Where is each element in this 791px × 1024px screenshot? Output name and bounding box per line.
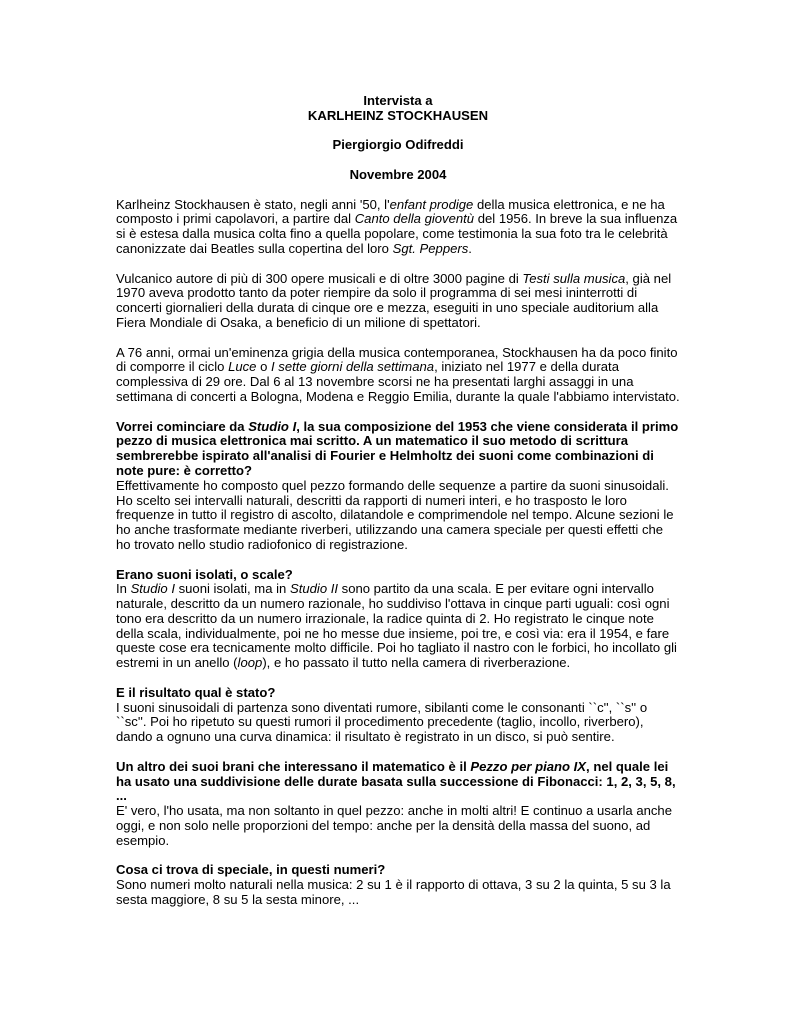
header-subject: KARLHEINZ STOCKHAUSEN [307,107,489,123]
text-run: I suoni sinusoidali di partenza sono diventati rumore, sibilanti come le consonanti ``c'', ``s'' o ``sc''. Poi ho ripetuto su questi rumori il procedimento precedente (taglio, incollo, riverbero), dando a ognuno una curva dinamica: il risultato è registrato in un disco, si può sentire. [116,699,648,745]
italic-text: Sgt. Peppers [392,240,469,256]
text-run: sono partito da una scala. E per evitare ogni intervallo naturale, descritto da un numero razionale, ho suddiviso l'ottava in cinque parti uguali: così ogni tono era descritto da un numero irrazionale, la radice quinta di 2. Ho registrato le cinque note della scala, individualmente, poi ne ho messe due insieme, poi tre, e così via: era il 1954, e fare queste cose era tecnicamente molto difficile. Poi ho tagliato il nastro con le forbici, ho incollato gli estremi in un anello ( [116,581,677,671]
question [116,863,680,878]
italic-text: Studio I [248,418,297,434]
text-run: Cosa ci trova di speciale, in questi numeri? [116,862,386,878]
date: Novembre 2004 [349,166,447,182]
intro-section [116,198,680,405]
italic-text: Pezzo per piano IX [470,758,587,774]
qa-block [116,568,680,672]
interview-section [116,420,680,908]
italic-text: Studio II [289,581,339,597]
italic-text: Studio I [130,581,175,597]
text-run: Vorrei cominciare da [116,418,249,434]
question [116,420,680,479]
italic-text: I sette giorni della settimana [271,359,435,375]
qa-block [116,420,680,553]
qa-block [116,686,680,745]
text-run: In [116,581,131,597]
text-run: ), e ho passato il tutto nella camera di riverberazione. [262,655,571,671]
text-run: suoni isolati, ma in [174,581,290,597]
italic-text: Luce [228,359,257,375]
italic-text: Canto della gioventù [354,211,475,227]
answer [116,878,680,908]
intro-paragraph [116,346,680,405]
text-run: A 76 anni, ormai un'eminenza grigia della musica contemporanea, Stockhausen ha da poco finito di comporre il ciclo [116,344,678,375]
text-run: Erano suoni isolati, o scale? [116,566,293,582]
text-run: Vulcanico autore di più di 300 opere musicali e di oltre 3000 pagine di [116,270,523,286]
question [116,568,680,583]
text-run: o [256,359,272,375]
italic-text: loop [237,655,263,671]
question [116,686,680,701]
text-run: , iniziato nel 1977 e della durata complessiva di 29 ore. Dal 6 al 13 novembre scorsi ne ha presentati larghi assaggi in una settimana di concerti a Bologna, Modena e Reggio Emilia, durante la quale l'abbiamo intervistato. [116,359,680,404]
answer [116,804,680,848]
header-line-1: Intervista a [363,93,433,108]
text-run: E il risultato qual è stato? [116,684,276,700]
text-run: Un altro dei suoi brani che interessano il matematico è il [116,758,471,774]
answer [116,582,680,671]
spacer [116,124,680,139]
italic-text: Testi sulla musica [522,270,626,286]
text-run: , la sua composizione del 1953 che viene considerata il primo pezzo di musica elettronica mai scritto. A un matematico il suo metodo di scrittura sembrerebbe ispirato all'analisi di Fourier e Helmholtz dei suoni come combinazioni di note pure: è corretto? [116,418,679,478]
answer [116,701,680,745]
italic-text: enfant prodige [389,196,474,212]
author: Piergiorgio Odifreddi [332,137,464,153]
text-run: , già nel 1970 aveva prodotto tanto da poter riempire da solo il programma di sei mesi ininterrotti di concerti giornalieri della durata di cinque ore e mezza, eseguiti in uno speciale auditorium alla Fiera Mondiale di Osaka, a beneficio di un milione di spettatori. [116,270,672,330]
text-run: della musica elettronica, e ne ha composto i primi capolavori, a partire dal [116,196,665,227]
qa-block [116,863,680,907]
text-run: del 1956. In breve la sua influenza si è estesa dalla musica colta fino a quella popolare, come testimonia la sua foto tra le celebrità canonizzate dai Beatles sulla copertina del loro [116,211,678,256]
question [116,760,680,804]
answer [116,479,680,553]
document-page [116,94,680,923]
spacer [116,183,680,198]
intro-paragraph [116,272,680,331]
intro-paragraph [116,198,680,257]
text-run: . [468,240,472,256]
qa-block [116,760,680,849]
text-run: E' vero, l'ho usata, ma non soltanto in quel pezzo: anche in molti altri! E continuo a usarla anche oggi, e non solo nelle proporzioni del tempo: anche per la densità della massa del suono, ad esempio. [116,803,672,848]
text-run: Karlheinz Stockhausen è stato, negli anni '50, l' [116,196,390,212]
text-run: Effettivamente ho composto quel pezzo formando delle sequenze a partire da suoni sinusoidali. Ho scelto sei intervalli naturali, descritti da rapporti di numeri interi, e ho trasposto le loro frequenze in tutto il registro di ascolto, dilatandole e comprimendole nel tempo. Alcune sezioni le ho anche trasformate mediante riverberi, utilizzando una camera speciale per questi effetti che ho trovato nello studio radiofonico di registrazione. [116,477,674,552]
spacer [116,153,680,168]
text-run: , nel quale lei ha usato una suddivisione delle durate basata sulla successione di Fibonacci: 1, 2, 3, 5, 8, ... [116,758,676,804]
text-run: Sono numeri molto naturali nella musica: 2 su 1 è il rapporto di ottava, 3 su 2 la quinta, 5 su 3 la sesta maggiore, 8 su 5 la sesta minore, ... [116,877,671,908]
